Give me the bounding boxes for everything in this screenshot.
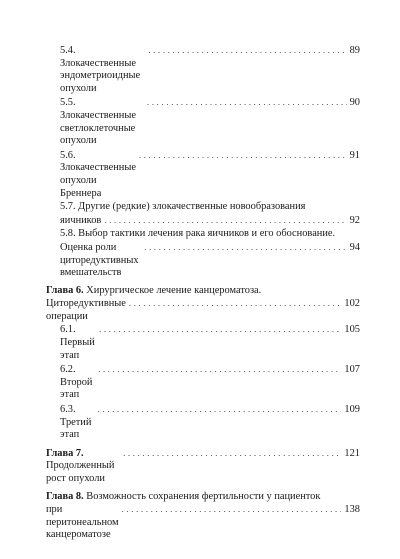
toc-entry-title-line2: при перитонеальном канцероматозе (46, 504, 119, 541)
toc-page-number: 138 (344, 504, 360, 516)
toc-chapter-6[interactable] (46, 285, 360, 324)
toc-entry-5-5[interactable] (46, 96, 360, 147)
toc-page-number: 102 (344, 298, 360, 310)
toc-page-number: 90 (349, 97, 360, 109)
toc-entry-title-line2: Циторедуктивные операции (46, 298, 126, 322)
toc-entry-5-6[interactable] (46, 149, 360, 200)
toc-entry-title: 6.3. Третий этап (60, 404, 92, 441)
toc-entry-title-line1: Возможность сохранения фертильности у пациенток (83, 490, 321, 502)
toc-entry-6-1[interactable] (46, 323, 360, 362)
toc-entry-5-7[interactable] (46, 201, 360, 227)
dot-leader (139, 149, 347, 163)
toc-page-number: 109 (344, 404, 360, 416)
dot-leader (144, 241, 346, 255)
toc-page-number: 94 (349, 241, 360, 253)
toc-entry-title-line1: 5.8. Выбор тактики лечения рака яичников и его обоснование. (60, 228, 336, 240)
table-of-contents (46, 44, 360, 542)
chapter-label: Глава 6. (46, 284, 84, 296)
dot-leader (122, 503, 342, 517)
toc-entry-title: 5.6. Злокачественные опухоли Бреннера (60, 149, 136, 199)
toc-page-number: 121 (344, 447, 360, 459)
dot-leader (104, 214, 346, 228)
toc-entry-title: 6.1. Первый этап (60, 324, 95, 361)
toc-entry-title-line2: яичников (60, 214, 102, 226)
chapter-label: Глава 7. (46, 447, 84, 459)
dot-leader (147, 96, 347, 110)
toc-chapter-7[interactable] (46, 447, 360, 486)
toc-page-number: 91 (349, 149, 360, 161)
dot-leader (148, 44, 346, 58)
toc-entry-title-line1: Хирургическое лечение канцероматоза. (83, 284, 262, 296)
toc-entry-title-line2: Оценка роли циторедуктивных вмешательств (60, 241, 139, 279)
toc-page-number: 92 (349, 214, 360, 226)
toc-page-number: 107 (344, 364, 360, 376)
dot-leader (123, 447, 341, 461)
chapter-label: Глава 8. (46, 490, 84, 502)
dot-leader (129, 297, 342, 311)
toc-entry-title: Продолженный рост опухоли (46, 460, 115, 484)
toc-page-number: 89 (349, 45, 360, 56)
dot-leader (98, 403, 342, 417)
dot-leader (99, 323, 341, 337)
toc-entry-5-4[interactable] (46, 44, 360, 95)
toc-page-number: 105 (344, 324, 360, 336)
dot-leader (98, 363, 341, 377)
toc-entry-title: 6.2. Второй этап (60, 364, 93, 401)
toc-entry-title: 5.5. Злокачественные светлоклеточные опухоли (60, 97, 136, 147)
toc-chapter-8[interactable] (46, 491, 360, 542)
toc-entry-title: 5.4. Злокачественные эндометриоидные опухоли (60, 45, 141, 94)
toc-entry-title-line1: 5.7. Другие (редкие) злокачественные новообразования (60, 201, 306, 213)
toc-entry-6-2[interactable] (46, 363, 360, 402)
toc-entry-6-3[interactable] (46, 403, 360, 442)
toc-entry-5-8[interactable] (46, 228, 360, 279)
